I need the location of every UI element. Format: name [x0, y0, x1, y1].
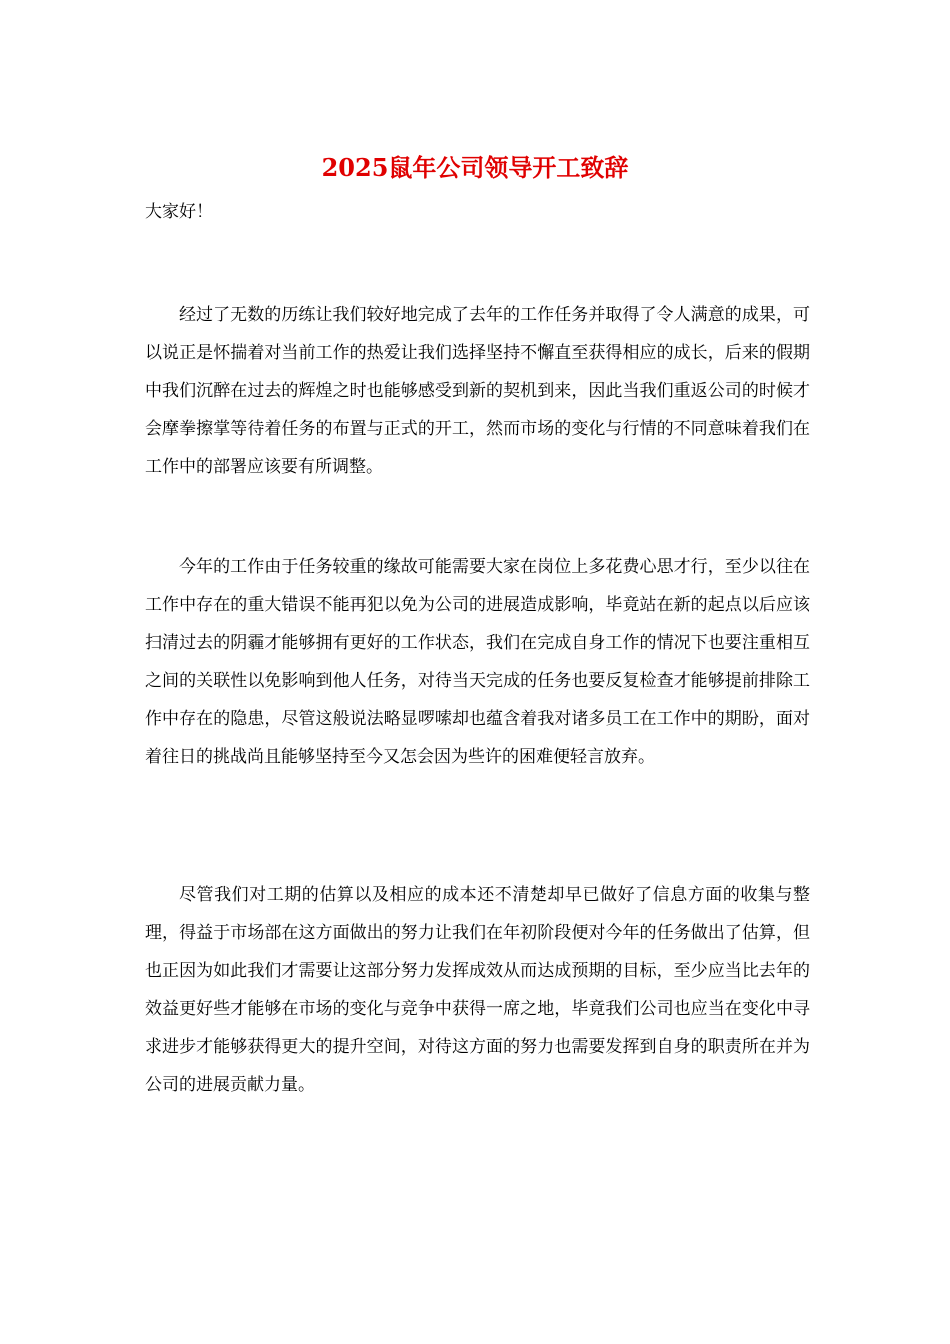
body-paragraph-2: 今年的工作由于任务较重的缘故可能需要大家在岗位上多花费心思才行，至少以往在工作中存在的重大错误不能再犯以免为公司的进展造成影响，毕竟站在新的起点以后应该扫清过去的阴霾才能够拥有更好的工作状态，我们在完成自身工作的情况下也要注重相互之间的关联性以免影响到他人任务，对待当天完成的任务也要反复检查才能够提前排除工作中存在的隐患，尽管这般说法略显啰嗦却也蕴含着我对诸多员工在工作中的期盼，面对着往日的挑战尚且能够坚持至今又怎会因为些许的困难便轻言放弃。	[145, 557, 810, 767]
body-paragraph-3: 尽管我们对工期的估算以及相应的成本还不清楚却早已做好了信息方面的收集与整理，得益于市场部在这方面做出的努力让我们在年初阶段便对今年的任务做出了估算，但也正因为如此我们才需要让这部分努力发挥成效从而达成预期的目标，至少应当比去年的效益更好些才能够在市场的变化与竞争中获得一席之地，毕竟我们公司也应当在变化中寻求进步才能够获得更大的提升空间，对待这方面的努力也需要发挥到自身的职责所在并为公司的进展贡献力量。	[145, 885, 810, 1095]
greeting-text: 大家好！	[145, 202, 213, 222]
body-paragraph-1: 经过了无数的历练让我们较好地完成了去年的工作任务并取得了令人满意的成果，可以说正是怀揣着对当前工作的热爱让我们选择坚持不懈直至获得相应的成长，后来的假期中我们沉醉在过去的辉煌之时也能够感受到新的契机到来，因此当我们重返公司的时候才会摩拳擦掌等待着任务的布置与正式的开工，然而市场的变化与行情的不同意味着我们在工作中的部署应该要有所调整。	[145, 305, 810, 477]
document-title: 2025鼠年公司领导开工致辞	[321, 153, 629, 182]
